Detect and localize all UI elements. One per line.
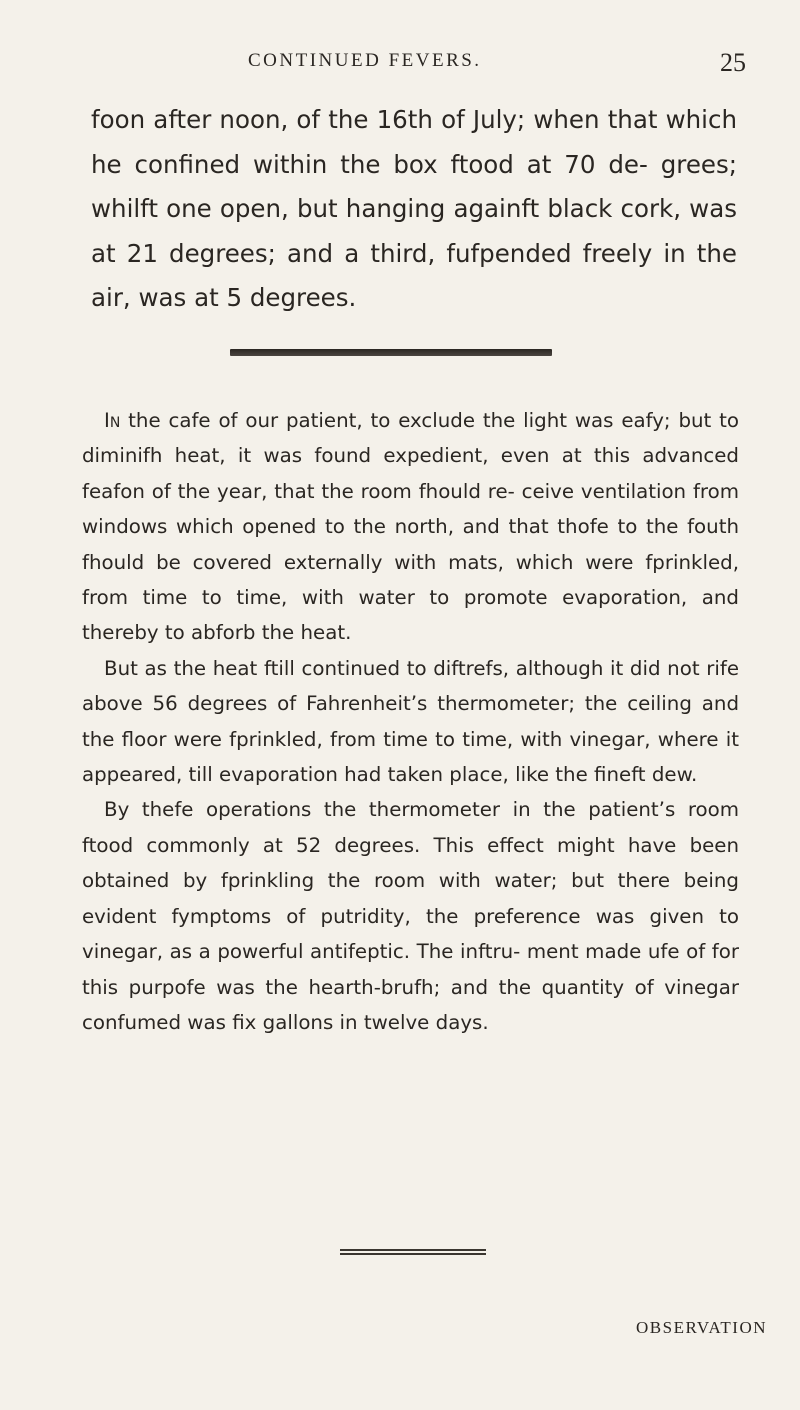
end-divider-rule [340, 1249, 486, 1255]
paragraph-heat: But as the heat ftill continued to diftrefs, although it did not rife above 56 degrees of Fahrenheit’s thermometer; the ceiling and the floor were fprinkled, from time to time, with vinegar, where it appeared, till evaporation had taken place, like the fineft dew. [82, 656, 739, 787]
paragraph-initial: In [104, 409, 121, 432]
paragraph-continued: foon after noon, of the 16th of July; when that which he confined within the box ftood at 70 de- grees; whilft one open, but hanging againft black cork, was at 21 degrees; and a third, fufpended freely in the air, was at 5 degrees. [91, 105, 737, 312]
section-divider-rule [230, 349, 552, 356]
page-number: 25 [720, 48, 746, 77]
paragraph-operations: By thefe operations the thermometer in the patient’s room ftood commonly at 52 degrees. This effect might have been obtained by fprinkling the room with water; but there being evident fymptoms of putridity, the preference was given to vinegar, as a powerful antifeptic. The inftru- ment made ufe of for this purpofe was the hearth-brufh; and the quantity of vinegar confumed was fix gallons in twelve days. [82, 798, 739, 1034]
running-head: CONTINUED FEVERS. [248, 50, 482, 71]
paragraph-case [82, 403, 739, 651]
main-text-block [82, 403, 739, 1040]
catchword: OBSERVATION [636, 1318, 768, 1337]
page-header [0, 50, 800, 90]
paragraph-case-text: the cafe of our patient, to exclude the light was eafy; but to diminifh heat, it was found expedient, even at this advanced feafon of the year, that the room fhould re- ceive ventilation from windows which opened to the north, and that thofe to the fouth fhould be covered externally with mats, which were fprinkled, from time to time, with water to promote evaporation, and thereby to abforb the heat. [82, 409, 739, 645]
